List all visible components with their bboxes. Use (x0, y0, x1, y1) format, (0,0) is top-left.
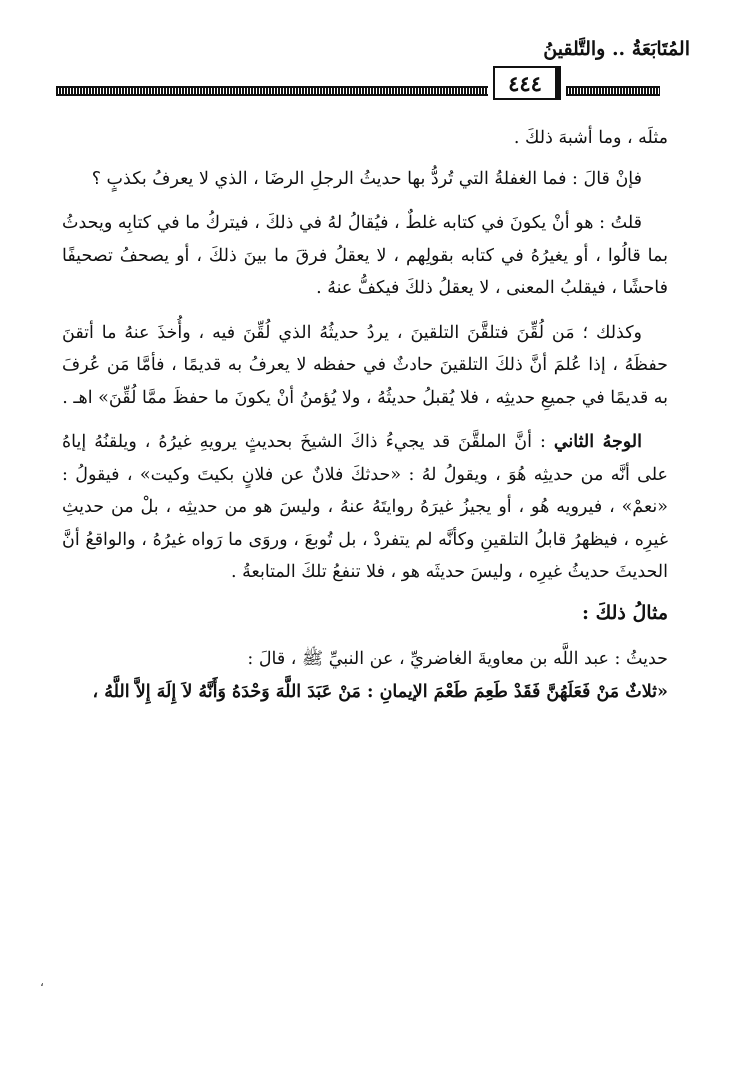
second-aspect-lead: الوجهُ الثاني (553, 432, 643, 452)
paragraph-5 (62, 426, 668, 589)
paragraph-4: وكذلك ؛ مَن لُقِّنَ فتلقَّنَ التلقينَ ، يردُ حديثُهُ الذي لُقِّنَ فيه ، وأُخذَ عنهُ ما أتقنَ حفظَهُ ، إذا عُلمَ أنَّ ذلكَ التلقينَ حادثٌ في حفظه لا يعرفُ به قديمًا ، فأمَّا مَن عُرفَ به قديمًا في جميعِ حديثِه ، فلا يُقبلُ حديثُهُ ، ولا يُؤمنُ أنْ يكونَ ما حفظَ ممَّا لُقِّنَ» اهـ . (62, 322, 668, 408)
hadith-intro: حديثُ : عبد اللَّه بن معاويةَ الغاضريِّ ، عن النبيِّ ﷺ ، قالَ : (247, 649, 668, 669)
header-rule-left (56, 86, 488, 96)
hadith-text: «ثلاثٌ مَنْ فَعَلَهُنَّ فَقَدْ طَعِمَ طَعْمَ الإيمانِ : مَنْ عَبَدَ اللَّهَ وَحْدَهُ وَأَنَّهُ لاَ إِلَهَ إِلاَّ اللَّهُ ، (92, 681, 668, 702)
paragraph-2: فإنْ قالَ : فما الغفلةُ التي تُردُّ بها حديثُ الرجلِ الرضَا ، الذي لا يعرفُ بكذبٍ ؟ (91, 168, 642, 189)
body-text (62, 122, 668, 708)
running-title: المُتَابَعَةُ .. والتَّلقينُ (543, 38, 690, 60)
margin-mark: ، (40, 975, 44, 989)
paragraph-5-text: : أنَّ الملقَّنَ قد يجيءُ ذاكَ الشيخَ بحديثٍ يرويهِ غيرُهُ ، ويلقنُهُ إياهُ على أنَّه من حديثِه هُوَ ، ويقولُ لهُ : «حدثكَ فلانٌ عن فلانٍ بكيتَ وكيت» ، فيقولُ : «نعمْ» ، فيرويه هُو ، أو يجيزُ غيرَهُ روايتَهُ عنهُ ، وليسَ هو من حديثِه ، بلْ من حديثِ غيرِه ، فيظهرُ قابلُ التلقينِ وكأنَّه لم يتفردْ ، بل تُوبعَ ، وروَى ما رَواه غيرُهُ ، والواقعُ أنَّ الحديثَ حديثُ غيرِه ، وليسَ حديثَه هو ، فلا تنفعُ تلكَ المتابعةُ . (62, 432, 668, 582)
paragraph-1: مثلَه ، وما أشبهَ ذلكَ . (513, 128, 668, 148)
header-rule-right (566, 86, 660, 96)
paragraph-3: قلتُ : هو أنْ يكونَ في كتابه غلطٌ ، فيُقالُ لهُ في ذلكَ ، فيتركُ ما في كتابِه ويحدثُ بما قالُوا ، أو يغيرُهُ في كتابه بقولِهم ، لا يعقلُ فرقَ ما بينَ ذلكَ ، أو يصحفُ تصحيفًا فاحشًا ، فيقلبُ المعنى ، لا يعقلُ ذلكَ فيكفُّ عنهُ . (62, 213, 668, 298)
paragraph-6 (62, 643, 668, 708)
example-heading: مثالُ ذلكَ : (581, 601, 668, 624)
page-number: ٤٤٤ (493, 66, 561, 100)
